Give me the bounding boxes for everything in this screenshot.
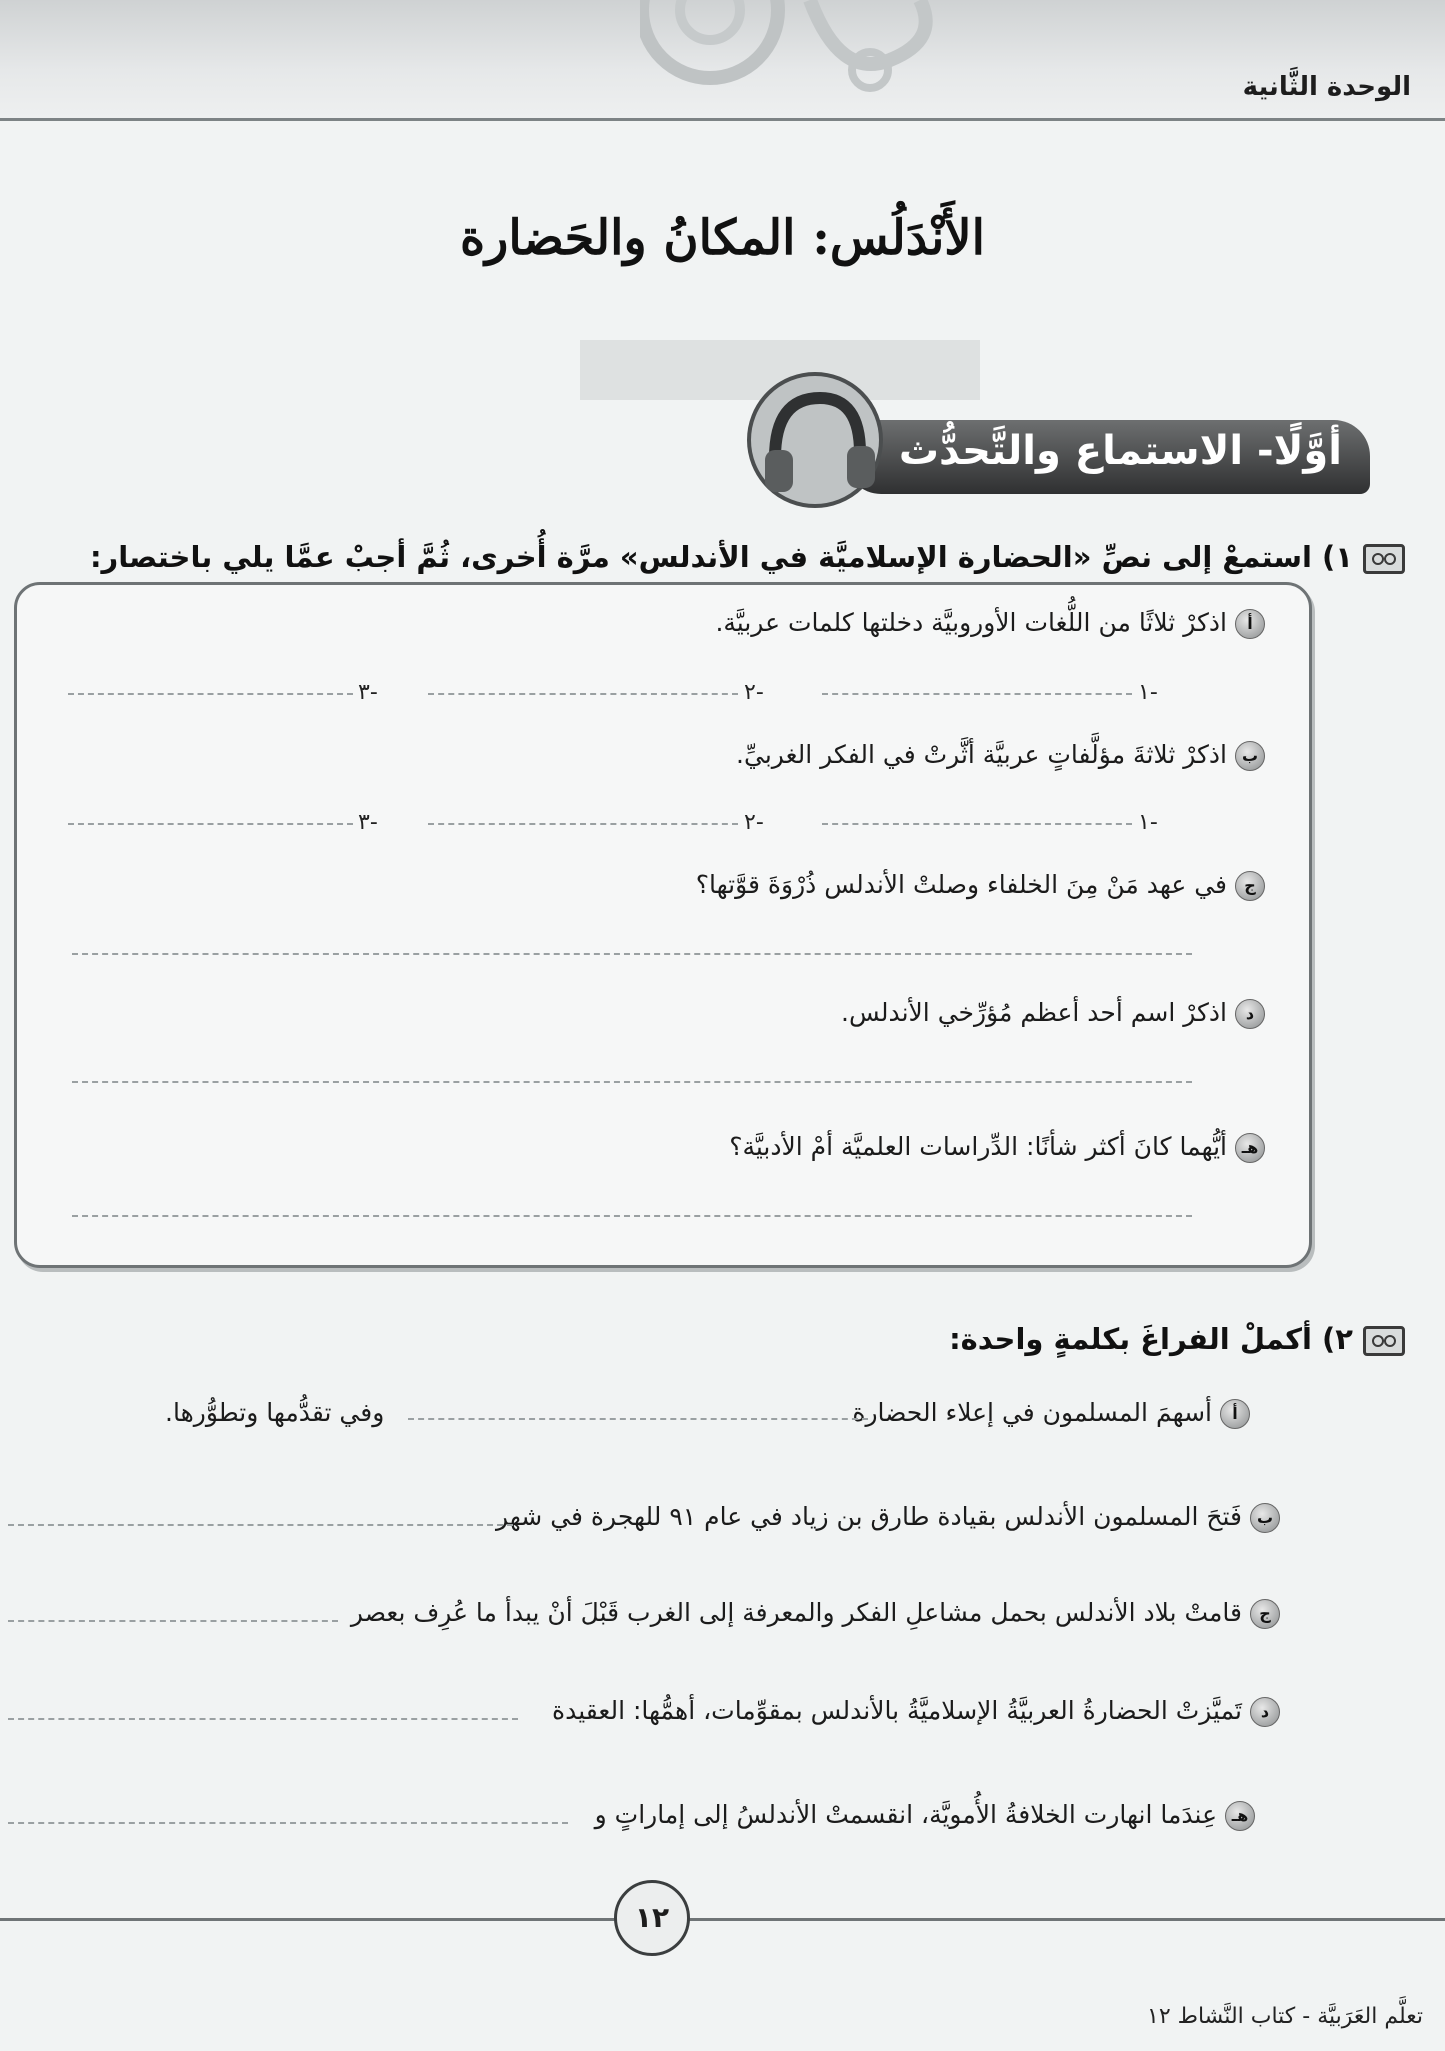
q1-item-e-text: أيُّهما كانَ أكثر شأنًا: الدِّراسات العلميَّة أمْ الأدبيَّة؟ — [729, 1132, 1227, 1161]
q2-item-a — [852, 1398, 1250, 1429]
q1-item-e — [729, 1132, 1265, 1163]
audio-tape-icon — [1363, 544, 1405, 574]
answer-line[interactable] — [68, 823, 353, 825]
q2-item-a-text: أسهمَ المسلمون في إعلاء الحضارة — [852, 1398, 1212, 1427]
answer-line[interactable] — [68, 693, 353, 695]
answer-number-3: ٣- — [358, 680, 378, 705]
q1-item-c — [696, 870, 1265, 901]
unit-label: الوحدة الثَّانية — [1242, 72, 1411, 102]
q2-item-c-text: قامتْ بلاد الأندلس بحمل مشاعلِ الفكر والمعرفة إلى الغرب قَبْلَ أنْ يبدأ ما عُرِف بعصر — [350, 1598, 1242, 1627]
item-badge: أ — [1220, 1399, 1250, 1429]
item-badge: ب — [1235, 741, 1265, 771]
header-bar — [0, 0, 1445, 121]
section-label: أوَّلًا- الاستماع والتَّحدُّث — [898, 428, 1342, 474]
headphones-icon — [735, 368, 905, 508]
section-heading — [735, 368, 1375, 508]
item-badge: أ — [1235, 609, 1265, 639]
item-badge: هـ — [1225, 1801, 1255, 1831]
answer-line[interactable] — [72, 1215, 1192, 1217]
q2-item-b — [496, 1502, 1280, 1533]
item-badge: ج — [1250, 1599, 1280, 1629]
answer-line[interactable] — [822, 693, 1132, 695]
question-1-prompt — [90, 540, 1405, 574]
blank-line[interactable] — [8, 1718, 518, 1720]
blank-line[interactable] — [408, 1418, 868, 1420]
q1-item-a — [715, 608, 1265, 639]
blank-line[interactable] — [8, 1620, 338, 1622]
q1-item-b-text: اذكرْ ثلاثةَ مؤلَّفاتٍ عربيَّة أثَّرتْ في الفكر الغربيِّ. — [736, 740, 1227, 769]
q2-item-b-text: فَتحَ المسلمون الأندلس بقيادة طارق بن زياد في عام ٩١ للهجرة في شهر — [495, 1502, 1242, 1531]
item-badge: هـ — [1235, 1133, 1265, 1163]
item-badge: د — [1235, 999, 1265, 1029]
item-badge: ب — [1250, 1503, 1280, 1533]
answer-number-1: ١- — [1138, 680, 1158, 705]
q2-item-d — [552, 1696, 1280, 1727]
item-badge: د — [1250, 1697, 1280, 1727]
answer-number-3: ٣- — [358, 810, 378, 835]
item-badge: ج — [1235, 871, 1265, 901]
answer-line[interactable] — [72, 1081, 1192, 1083]
q2-item-c — [351, 1598, 1280, 1629]
q2-item-e-text: عِندَما انهارت الخلافةُ الأُمويَّة، انقسمتْ الأندلسُ إلى إماراتٍ و — [594, 1800, 1217, 1829]
question-1-text: ١) استمعْ إلى نصِّ «الحضارة الإسلاميَّة في الأندلس» مرَّة أُخرى، ثُمَّ أجبْ عمَّا يلي باختصار: — [89, 540, 1353, 574]
q2-item-e — [595, 1800, 1255, 1831]
answer-line[interactable] — [428, 823, 738, 825]
answer-number-2: ٢- — [744, 810, 764, 835]
q1-item-d-text: اذكرْ اسم أحد أعظم مُؤرِّخي الأندلس. — [841, 998, 1227, 1027]
page-title: الأَنْدَلُس: المكانُ والحَضارة — [459, 210, 986, 266]
q1-item-b — [736, 740, 1265, 771]
answer-line[interactable] — [822, 823, 1132, 825]
decorative-emblem-icon — [640, 0, 960, 118]
q2-item-a-tail: وفي تقدُّمها وتطوُّرها. — [165, 1398, 385, 1427]
answer-line[interactable] — [72, 953, 1192, 955]
question-2-text: ٢) أكملْ الفراغَ بكلمةٍ واحدة: — [949, 1322, 1353, 1356]
question-2-prompt — [949, 1322, 1405, 1356]
q1-item-a-text: اذكرْ ثلاثًا من اللُّغات الأوروبيَّة دخلتها كلمات عربيَّة. — [715, 608, 1227, 637]
footer-text: تعلَّم العَرَبيَّة - كتاب النَّشاط ١٢ — [1147, 2004, 1423, 2029]
blank-line[interactable] — [8, 1524, 513, 1526]
section-banner — [845, 420, 1370, 494]
answer-number-1: ١- — [1138, 810, 1158, 835]
audio-tape-icon — [1363, 1326, 1405, 1356]
question-1-answer-box — [14, 582, 1312, 1268]
blank-line[interactable] — [8, 1822, 568, 1824]
answer-line[interactable] — [428, 693, 738, 695]
footer-divider — [0, 1918, 1445, 1921]
q1-item-d — [841, 998, 1265, 1029]
q1-item-c-text: في عهد مَنْ مِنَ الخلفاء وصلتْ الأندلس ذُرْوَةَ قوَّتها؟ — [695, 870, 1227, 899]
page-number: ١٢ — [614, 1880, 690, 1956]
q2-item-d-text: تَميَّزتْ الحضارةُ العربيَّةُ الإسلاميَّةُ بالأندلس بمقوِّمات، أهمُّها: العقيدة — [552, 1696, 1242, 1725]
answer-number-2: ٢- — [744, 680, 764, 705]
